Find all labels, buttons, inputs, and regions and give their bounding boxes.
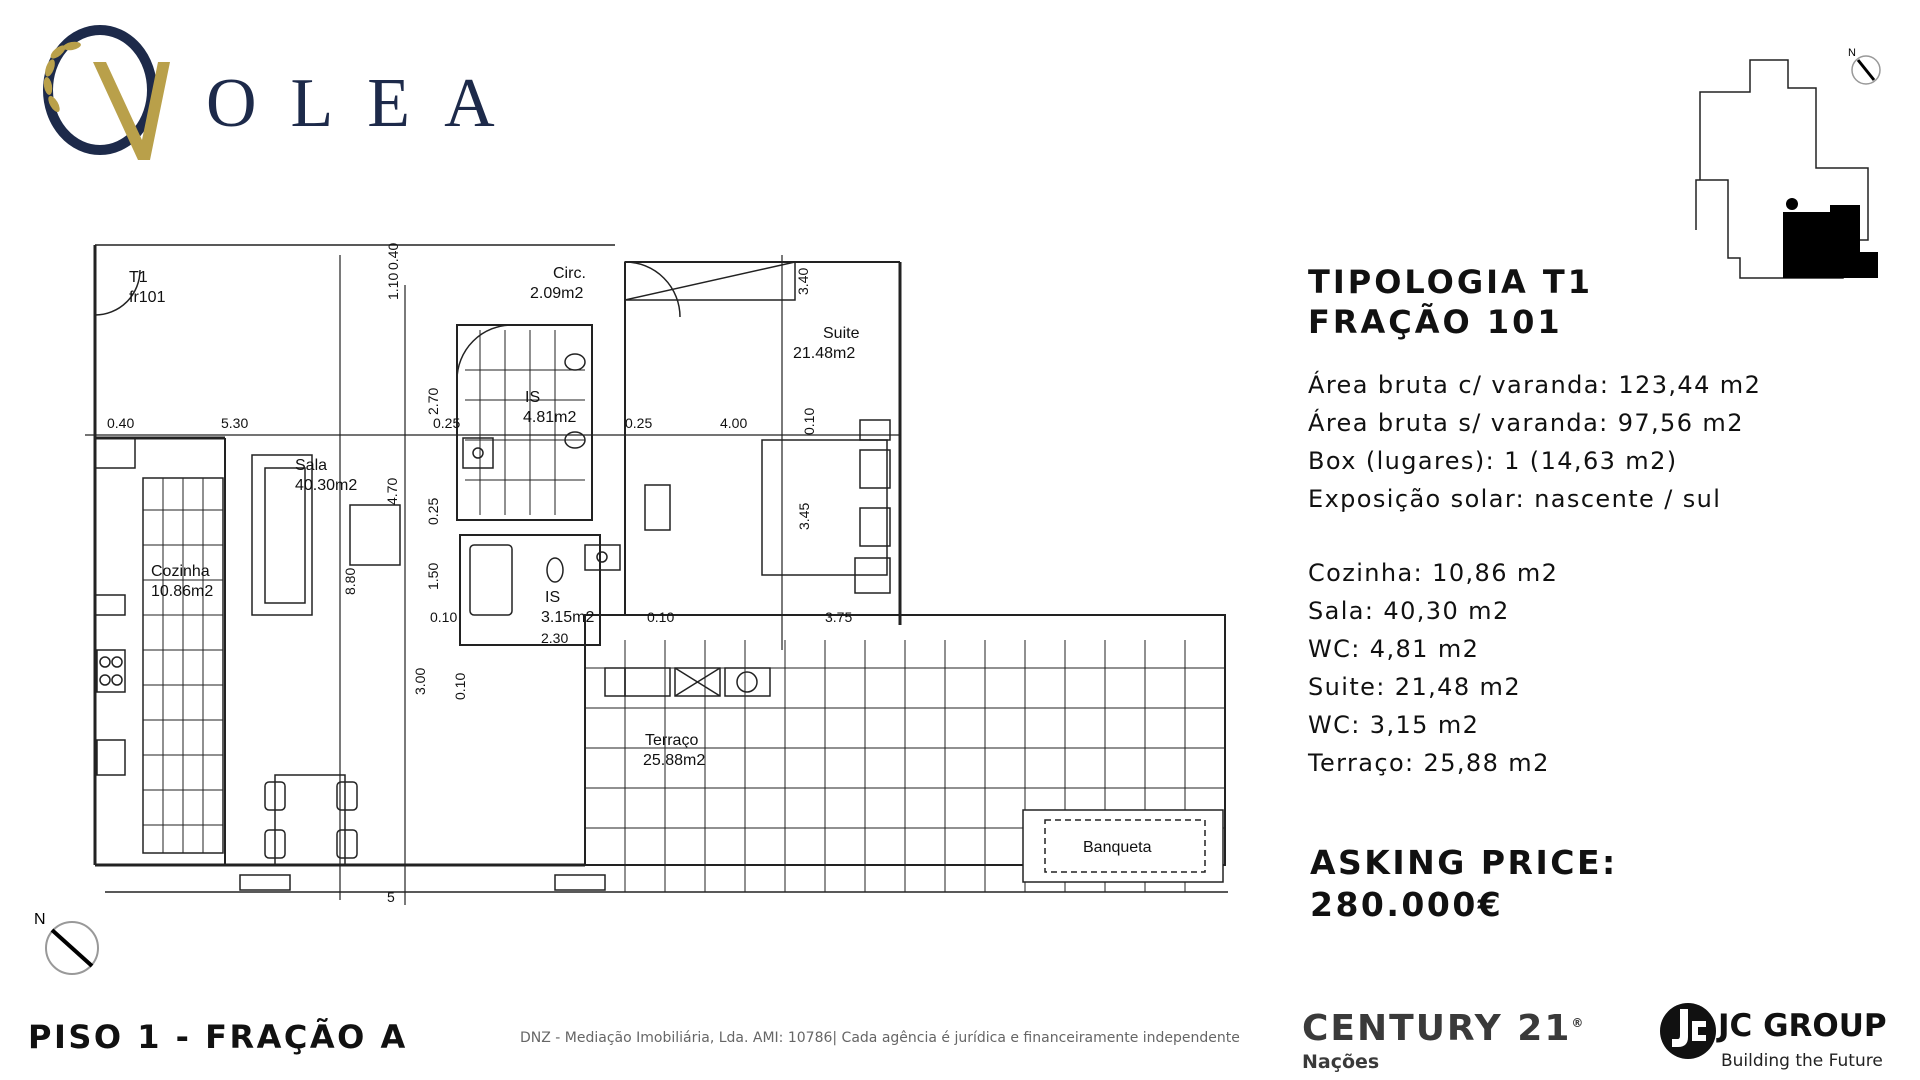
spec-gross-area-without-balcony: Área bruta s/ varanda: 97,56 m2 — [1308, 409, 1744, 437]
dim-010d: 0.10 — [452, 672, 468, 700]
unit-info — [1308, 262, 1828, 782]
jc-mark-icon — [1658, 1001, 1718, 1061]
spec-parking: Box (lugares): 1 (14,63 m2) — [1308, 447, 1678, 475]
dim-400: 4.00 — [720, 415, 748, 431]
room-suite: Suite: 21,48 m2 — [1308, 673, 1521, 701]
dim-110: 1.10 — [385, 272, 401, 300]
jc-tagline: Building the Future — [1721, 1051, 1883, 1071]
label-is2: IS — [545, 589, 561, 606]
jc-group-logo — [1658, 996, 1898, 1076]
label-t1: T1 — [129, 269, 148, 286]
svg-text:N: N — [1848, 47, 1856, 59]
label-sala-area: 40.30m2 — [295, 477, 358, 494]
compass-small-icon — [1848, 47, 1880, 84]
label-is1: IS — [525, 389, 541, 406]
label-circ: Circ. — [553, 265, 586, 282]
dim-270: 2.70 — [425, 387, 441, 415]
dim-150: 1.50 — [425, 562, 441, 590]
dim-010a: 0.10 — [801, 407, 817, 435]
unit-type-title: TIPOLOGIA T1 — [1308, 263, 1594, 301]
room-sala: Sala: 40,30 m2 — [1308, 597, 1510, 625]
svg-text:N: N — [34, 911, 46, 928]
spec-list — [1308, 366, 1828, 782]
floor-plan — [85, 240, 1235, 905]
label-suite: Suite — [823, 325, 860, 342]
compass-icon — [30, 902, 110, 987]
room-wc2: WC: 3,15 m2 — [1308, 711, 1480, 739]
c21-name: CENTURY 21 — [1302, 1008, 1572, 1049]
dim-345: 3.45 — [796, 502, 812, 530]
century21-logo — [1302, 1008, 1585, 1073]
room-cozinha: Cozinha: 10,86 m2 — [1308, 559, 1559, 587]
dim-530: 5.30 — [221, 415, 249, 431]
dim-025c: 0.25 — [425, 497, 441, 525]
dim-230: 2.30 — [541, 630, 569, 646]
olea-monogram-icon — [38, 22, 178, 172]
dim-040: 0.40 — [107, 415, 135, 431]
unit-fraction-title: FRAÇÃO 101 — [1308, 303, 1563, 341]
label-cozinha: Cozinha — [151, 563, 210, 580]
label-sala: Sala — [295, 457, 328, 474]
dim-010b: 0.10 — [430, 609, 458, 625]
spec-gross-area-with-balcony: Área bruta c/ varanda: 123,44 m2 — [1308, 371, 1762, 399]
key-plan — [1688, 40, 1898, 285]
dim-010c: 0.10 — [647, 609, 675, 625]
dim-880: 8.80 — [342, 567, 358, 595]
label-circ-area: 2.09m2 — [530, 285, 584, 302]
brand-logo — [38, 22, 529, 172]
label-terraco-area: 25.88m2 — [643, 752, 706, 769]
dim-340: 3.40 — [795, 267, 811, 295]
dim-375: 3.75 — [825, 609, 853, 625]
c21-sub: Nações — [1302, 1051, 1380, 1073]
dim-5: 5 — [387, 889, 395, 905]
label-banqueta: Banqueta — [1083, 839, 1152, 856]
spec-sun-exposure: Exposição solar: nascente / sul — [1308, 485, 1722, 513]
brand-wordmark: OLEA — [206, 65, 529, 142]
label-is1-area: 4.81m2 — [523, 409, 577, 426]
label-fraction: fr101 — [129, 289, 166, 306]
price-label: ASKING PRICE: — [1310, 843, 1618, 882]
label-terraco: Terraço — [645, 732, 699, 749]
room-wc1: WC: 4,81 m2 — [1308, 635, 1480, 663]
legal-notice: DNZ - Mediação Imobiliária, Lda. AMI: 10786| Cada agência é jurídica e financeiramente independente — [520, 1030, 1240, 1046]
c21-reg: ® — [1571, 1016, 1586, 1030]
entrance-icon — [1786, 198, 1798, 210]
room-terraco: Terraço: 25,88 m2 — [1308, 749, 1550, 777]
floor-title: PISO 1 - FRAÇÃO A — [28, 1018, 408, 1056]
label-is2-area: 3.15m2 — [541, 609, 595, 626]
label-cozinha-area: 10.86m2 — [151, 583, 214, 600]
dim-025b: 0.25 — [625, 415, 653, 431]
dim-300: 3.00 — [412, 667, 428, 695]
label-suite-area: 21.48m2 — [793, 345, 856, 362]
dim-040b: 0.40 — [385, 242, 401, 270]
dim-025a: 0.25 — [433, 415, 461, 431]
jc-name: JC GROUP — [1718, 1008, 1887, 1044]
asking-price — [1310, 842, 1618, 926]
dim-470: 4.70 — [384, 477, 400, 505]
price-value: 280.000€ — [1310, 885, 1504, 924]
